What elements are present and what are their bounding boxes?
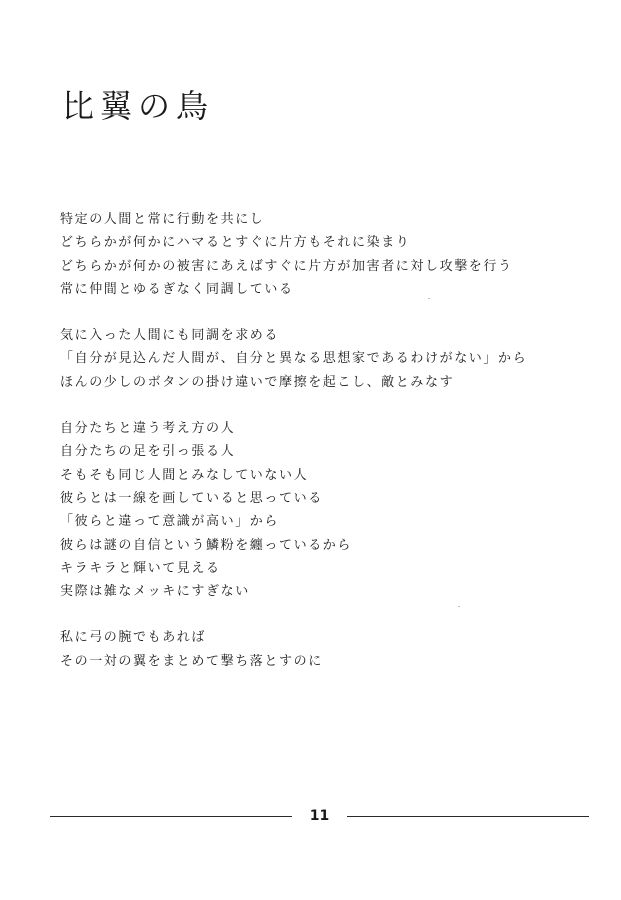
- poem-line: 自分たちの足を引っ張る人: [60, 444, 236, 460]
- poem-line: その一対の翼をまとめて撃ち落とすのに: [60, 653, 323, 669]
- poem-line: 私に弓の腕でもあれば: [60, 630, 207, 646]
- poem-line: 彼らとは一線を画していると思っている: [60, 490, 323, 506]
- poem-line: キラキラと輝いて見える: [60, 560, 221, 576]
- poem-line: 自分たちと違う考え方の人: [60, 421, 236, 437]
- poem-line: 「彼らと違って意識が高い」から: [60, 514, 280, 530]
- page-title: 比翼の鳥: [62, 87, 215, 125]
- poem-line: 「自分が見込んだ人間が、自分と異なる思想家であるわけがない」から: [60, 351, 528, 367]
- poem-line: 常に仲間とゆるぎなく同調している: [60, 281, 294, 297]
- poem-line: 彼らは謎の自信という鱗粉を纏っているから: [60, 537, 353, 553]
- poem-line: そもそも同じ人間とみなしていない人: [60, 467, 309, 483]
- poem-line: どちらかが何かにハマるとすぐに片方もそれに染まり: [60, 235, 411, 251]
- poem-body: [60, 208, 600, 696]
- page-number: 11: [309, 808, 330, 824]
- stanza-3: [60, 417, 600, 603]
- poem-line: 気に入った人間にも同調を求める: [60, 328, 280, 344]
- scan-speck: [458, 606, 460, 607]
- stanza-2: [60, 324, 600, 394]
- poem-line: ほんの少しのボタンの掛け違いで摩擦を起こし、敵とみなす: [60, 374, 455, 390]
- poem-line: 特定の人間と常に行動を共にし: [60, 212, 265, 227]
- poem-line: 実際は雑なメッキにすぎない: [60, 584, 250, 600]
- page-footer: [0, 804, 621, 828]
- stanza-1: [60, 208, 600, 301]
- poem-line: どちらかが何かの被害にあえばすぐに片方が加害者に対し攻撃を行う: [60, 258, 513, 274]
- scan-speck: [428, 298, 430, 299]
- footer-rule-right: [347, 816, 589, 817]
- stanza-4: [60, 626, 600, 673]
- footer-rule-left: [50, 816, 292, 817]
